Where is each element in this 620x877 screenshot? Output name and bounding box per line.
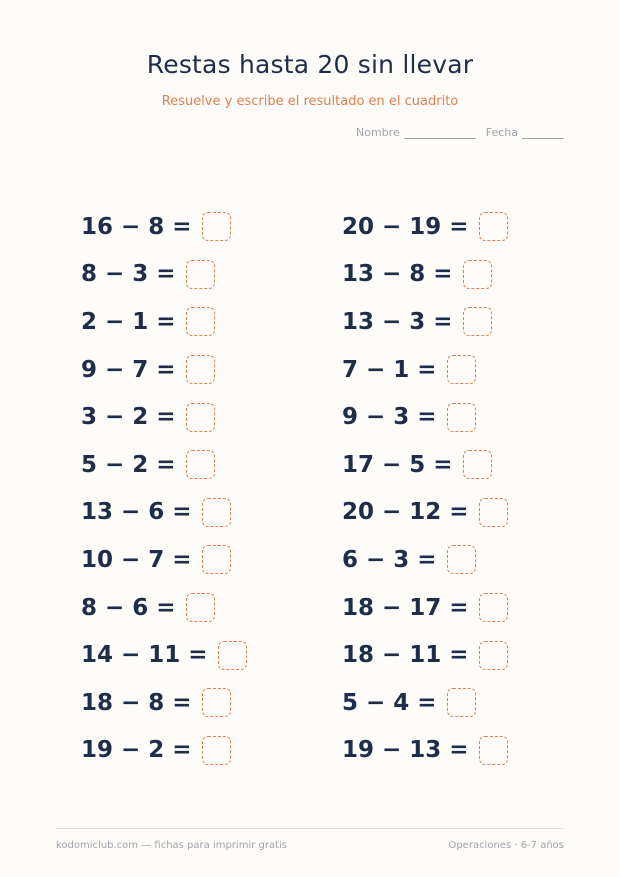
answer-box[interactable] — [186, 260, 215, 289]
date-line — [522, 128, 564, 139]
answer-box[interactable] — [218, 641, 247, 670]
answer-box[interactable] — [479, 593, 508, 622]
problem — [81, 631, 247, 679]
problem-text: 5 − 4 = — [342, 689, 437, 716]
problems-left-column — [81, 203, 247, 774]
problem — [81, 251, 247, 299]
problems-right-column — [342, 203, 508, 774]
answer-box[interactable] — [447, 688, 476, 717]
name-field[interactable] — [356, 126, 476, 139]
answer-box[interactable] — [186, 307, 215, 336]
problem-text: 5 − 2 = — [81, 451, 176, 478]
problem — [342, 203, 508, 251]
answer-box[interactable] — [463, 307, 492, 336]
footer-site-text: kodomiclub.com — fichas para imprimir gratis — [56, 840, 288, 851]
answer-box[interactable] — [202, 498, 231, 527]
answer-box[interactable] — [186, 355, 215, 384]
problem-text: 9 − 3 = — [342, 404, 437, 431]
problem — [342, 727, 508, 775]
problem-text: 19 − 2 = — [81, 737, 192, 764]
problem — [81, 441, 247, 489]
answer-box[interactable] — [447, 403, 476, 432]
date-field[interactable] — [486, 126, 564, 139]
problem-text: 14 − 11 = — [81, 642, 208, 669]
footer-category-text: Operaciones · 6-7 años — [448, 840, 564, 851]
problem — [342, 679, 508, 727]
answer-box[interactable] — [447, 545, 476, 574]
name-line — [404, 128, 476, 139]
name-date-bar — [356, 126, 564, 139]
problem — [81, 489, 247, 537]
problem — [81, 679, 247, 727]
problem — [342, 251, 508, 299]
problem-text: 6 − 3 = — [342, 546, 437, 573]
problem-text: 9 − 7 = — [81, 356, 176, 383]
problem — [342, 536, 508, 584]
problem-text: 13 − 6 = — [81, 499, 192, 526]
problem — [342, 489, 508, 537]
page-subtitle: Resuelve y escribe el resultado en el cuadrito — [161, 94, 459, 109]
answer-box[interactable] — [186, 403, 215, 432]
problem — [342, 393, 508, 441]
problem-text: 7 − 1 = — [342, 356, 437, 383]
page-title: Restas hasta 20 sin llevar — [146, 50, 474, 79]
answer-box[interactable] — [463, 260, 492, 289]
problem — [81, 298, 247, 346]
problem — [342, 631, 508, 679]
problem-text: 16 − 8 = — [81, 213, 192, 240]
problem-text: 2 − 1 = — [81, 308, 176, 335]
problem — [81, 393, 247, 441]
problem-text: 3 − 2 = — [81, 404, 176, 431]
answer-box[interactable] — [202, 212, 231, 241]
problem — [81, 203, 247, 251]
answer-box[interactable] — [186, 450, 215, 479]
answer-box[interactable] — [479, 212, 508, 241]
problem — [342, 441, 508, 489]
footer-divider — [56, 828, 564, 829]
answer-box[interactable] — [186, 593, 215, 622]
problem-text: 20 − 19 = — [342, 213, 469, 240]
date-label: Fecha — [485, 126, 518, 139]
problem — [342, 584, 508, 632]
answer-box[interactable] — [447, 355, 476, 384]
problem-text: 18 − 11 = — [342, 642, 469, 669]
problem-text: 10 − 7 = — [81, 546, 192, 573]
problem — [81, 346, 247, 394]
name-label: Nombre — [356, 126, 400, 139]
problem — [342, 346, 508, 394]
answer-box[interactable] — [202, 736, 231, 765]
problem — [81, 727, 247, 775]
problem-text: 13 − 3 = — [342, 308, 453, 335]
answer-box[interactable] — [202, 688, 231, 717]
answer-box[interactable] — [479, 498, 508, 527]
answer-box[interactable] — [479, 641, 508, 670]
problem-text: 8 − 6 = — [81, 594, 176, 621]
problem-text: 17 − 5 = — [342, 451, 453, 478]
problem-text: 19 − 13 = — [342, 737, 469, 764]
problem-text: 8 − 3 = — [81, 261, 176, 288]
answer-box[interactable] — [479, 736, 508, 765]
problem-text: 18 − 17 = — [342, 594, 469, 621]
problem-text: 18 − 8 = — [81, 689, 192, 716]
problem — [81, 536, 247, 584]
answer-box[interactable] — [463, 450, 492, 479]
problem-text: 20 − 12 = — [342, 499, 469, 526]
answer-box[interactable] — [202, 545, 231, 574]
problem — [342, 298, 508, 346]
problem-text: 13 − 8 = — [342, 261, 453, 288]
problem — [81, 584, 247, 632]
